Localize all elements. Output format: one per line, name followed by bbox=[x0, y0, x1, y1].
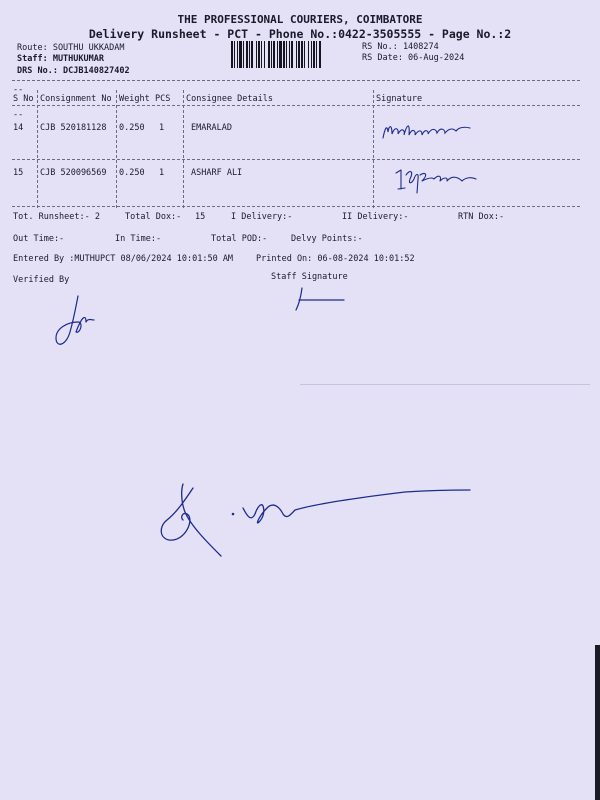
table-row-prefix: -- bbox=[13, 85, 24, 95]
row-consignee: ASHARF ALI bbox=[191, 168, 243, 178]
col-divider bbox=[116, 90, 117, 208]
barcode-bar bbox=[286, 41, 287, 68]
barcode-bar bbox=[246, 41, 248, 68]
barcode-bar bbox=[258, 41, 260, 68]
row-consignment: CJB 520181128 bbox=[40, 123, 107, 133]
total-runsheet: Tot. Runsheet:- 2 bbox=[13, 212, 100, 222]
col-weight: Weight bbox=[119, 94, 150, 104]
i-delivery: I Delivery:- bbox=[231, 212, 293, 222]
barcode-bar bbox=[289, 41, 290, 68]
barcode-bar bbox=[249, 41, 250, 68]
company-title: THE PROFESSIONAL COURIERS, COIMBATORE bbox=[177, 13, 423, 26]
barcode-bar bbox=[283, 41, 285, 68]
barcode bbox=[231, 41, 353, 68]
drs-number: DRS No.: DCJB140827402 bbox=[17, 66, 130, 76]
barcode-bar bbox=[251, 41, 253, 68]
barcode-bar bbox=[311, 41, 312, 68]
ii-delivery: II Delivery:- bbox=[342, 212, 409, 222]
barcode-bar bbox=[239, 41, 242, 68]
col-divider bbox=[183, 90, 184, 208]
table-bottom-rule bbox=[12, 206, 580, 207]
barcode-bar bbox=[268, 41, 270, 68]
row-14-signature bbox=[380, 118, 480, 146]
route-label: Route: SOUTHU UKKADAM bbox=[17, 43, 125, 53]
col-signature: Signature bbox=[376, 94, 423, 104]
table-row-prefix-2: -- bbox=[13, 110, 24, 120]
in-time: In Time:- bbox=[115, 234, 162, 244]
staff-signature-label: Staff Signature bbox=[271, 272, 348, 282]
col-consignee: Consignee Details bbox=[186, 94, 273, 104]
barcode-bar bbox=[271, 41, 272, 68]
col-consignment: Consignment No bbox=[40, 94, 112, 104]
barcode-bar bbox=[308, 41, 309, 68]
delvy-points: Delvy Points:- bbox=[291, 234, 363, 244]
rs-number: RS No.: 1408274 bbox=[362, 42, 439, 52]
verified-by-signature bbox=[50, 292, 130, 352]
row-consignee: EMARALAD bbox=[191, 123, 232, 133]
barcode-bar bbox=[313, 41, 315, 68]
printed-on: Printed On: 06-08-2024 10:01:52 bbox=[256, 254, 415, 264]
large-signature bbox=[155, 478, 475, 563]
row-pcs: 1 bbox=[159, 123, 165, 133]
col-pcs: PCS bbox=[155, 94, 171, 104]
row-15-signature bbox=[392, 163, 482, 195]
col-divider bbox=[37, 90, 38, 208]
row-sno: 14 bbox=[13, 123, 24, 133]
total-dox-label: Total Dox:- bbox=[125, 212, 182, 222]
table-top-rule bbox=[12, 80, 580, 81]
row-weight: 0.250 bbox=[119, 123, 145, 133]
barcode-bar bbox=[298, 41, 300, 68]
barcode-bar bbox=[279, 41, 282, 68]
barcode-bar bbox=[264, 41, 265, 68]
runsheet-title: Delivery Runsheet - PCT - Phone No.:0422-3505555 - Page No.:2 bbox=[88, 27, 512, 41]
col-divider bbox=[373, 90, 374, 208]
barcode-bar bbox=[234, 41, 235, 68]
barcode-bar bbox=[261, 41, 262, 68]
barcode-bar bbox=[277, 41, 278, 68]
rs-date: RS Date: 06-Aug-2024 bbox=[362, 53, 465, 63]
total-dox-count: 15 bbox=[195, 212, 206, 222]
row-weight: 0.250 bbox=[119, 168, 145, 178]
row-consignment: CJB 520096569 bbox=[40, 168, 107, 178]
entered-by: Entered By :MUTHUPCT 08/06/2024 10:01:50 AM bbox=[13, 254, 234, 264]
barcode-bar bbox=[256, 41, 257, 68]
out-time: Out Time:- bbox=[13, 234, 65, 244]
row-sno: 15 bbox=[13, 168, 24, 178]
barcode-bar bbox=[243, 41, 244, 68]
barcode-bar bbox=[231, 41, 233, 68]
barcode-bar bbox=[296, 41, 297, 68]
staff-label: Staff: MUTHUKUMAR bbox=[17, 54, 104, 64]
barcode-bar bbox=[316, 41, 317, 68]
header-rule bbox=[12, 105, 580, 106]
barcode-bar bbox=[237, 41, 238, 68]
rtn-dox: RTN Dox:- bbox=[458, 212, 505, 222]
barcode-bar bbox=[273, 41, 275, 68]
row-divider bbox=[12, 159, 580, 160]
total-pod: Total POD:- bbox=[211, 234, 268, 244]
barcode-bar bbox=[301, 41, 303, 68]
barcode-bar bbox=[291, 41, 293, 68]
scan-artifact-line bbox=[300, 384, 590, 385]
col-sno: S No bbox=[13, 94, 34, 104]
scan-edge-shadow bbox=[595, 645, 600, 800]
verified-by-label: Verified By bbox=[13, 275, 70, 285]
barcode-bar bbox=[319, 41, 321, 68]
barcode-bar bbox=[304, 41, 305, 68]
row-pcs: 1 bbox=[159, 168, 165, 178]
staff-signature bbox=[292, 286, 352, 314]
